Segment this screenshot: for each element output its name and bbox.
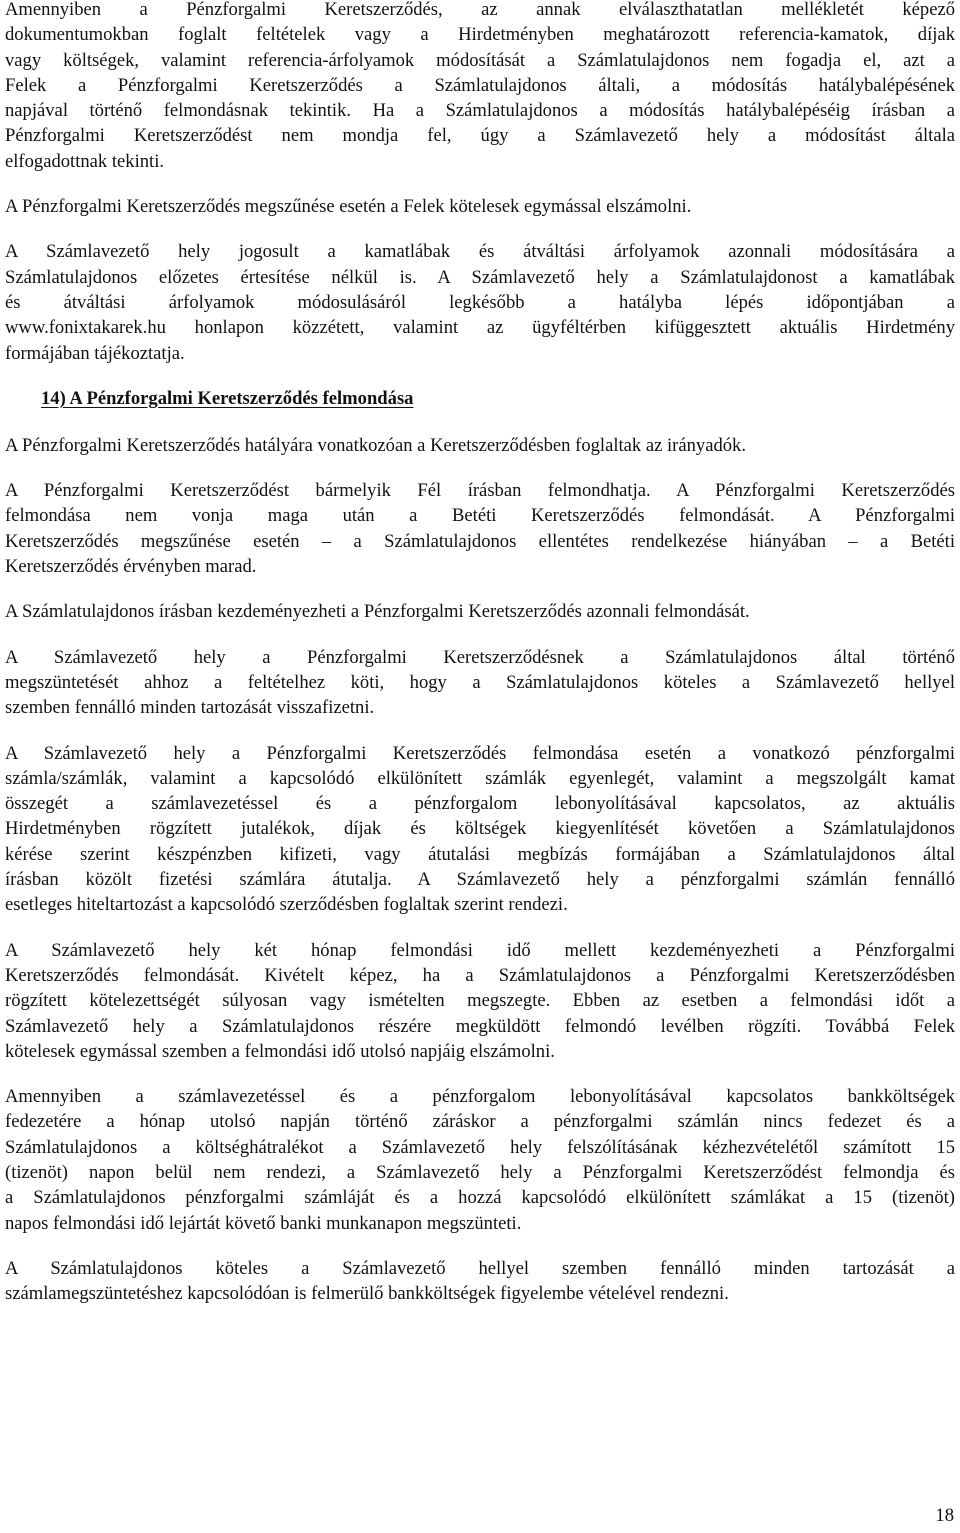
paragraph-s5 bbox=[5, 741, 955, 918]
paragraph-line: A Számlatulajdonos köteles a Számlavezető hellyel szemben fennálló minden tartozását a bbox=[5, 1257, 955, 1279]
paragraph-line: Hirdetményben rögzített jutalékok, díjak és költségek kiegyenlítését követően a Számlatulajdonos bbox=[5, 818, 955, 840]
paragraph-line: összegét a számlavezetéssel és a pénzforgalom lebonyolításával kapcsolatos, az aktuális bbox=[5, 793, 955, 815]
paragraph-line: felmondása nem vonja maga után a Betéti Keretszerződés felmondását. A Pénzforgalmi bbox=[5, 505, 955, 527]
paragraph-s4 bbox=[5, 645, 955, 721]
paragraph-line: Számlatulajdonos a költséghátralékot a Számlavezető hely felszólításának kézhezvételétől számított 15 bbox=[5, 1136, 955, 1158]
paragraph-line: A Pénzforgalmi Keretszerződés hatályára vonatkozóan a Keretszerződésben foglaltak az irányadók. bbox=[5, 434, 747, 456]
paragraph-line: megszüntetését ahhoz a feltételhez köti, hogy a Számlatulajdonos köteles a Számlavezető hellyel bbox=[5, 671, 955, 693]
paragraph-line: Számlavezető hely a Számlatulajdonos részére megküldött felmondó levélben rögzíti. Továbbá Felek bbox=[5, 1015, 955, 1037]
paragraph-p1 bbox=[5, 0, 955, 174]
termination-section bbox=[5, 433, 955, 1307]
page-number: 18 bbox=[935, 1505, 954, 1526]
paragraph-line: szemben fennálló minden tartozását visszafizetni. bbox=[5, 697, 375, 719]
paragraph-line: Keretszerződés felmondását. Kivételt képez, ha a Számlatulajdonos a Pénzforgalmi Keretszerződésben bbox=[5, 964, 955, 986]
paragraph-line: fedezetére a hónap utolsó napján történő záráskor a pénzforgalmi számlán nincs fedezet és a bbox=[5, 1111, 955, 1133]
intro-section bbox=[5, 0, 955, 366]
paragraph-line: A Pénzforgalmi Keretszerződés megszűnése esetén a Felek kötelesek egymással elszámolni. bbox=[5, 196, 692, 218]
paragraph-s7 bbox=[5, 1084, 955, 1236]
paragraph-s2 bbox=[5, 478, 955, 579]
paragraph-line: elfogadottnak tekinti. bbox=[5, 150, 165, 172]
paragraph-line: A Számlavezető hely két hónap felmondási idő mellett kezdeményezheti a Pénzforgalmi bbox=[5, 939, 955, 961]
paragraph-p2 bbox=[5, 194, 955, 219]
paragraph-line: Számlatulajdonos előzetes értesítése nélkül is. A Számlavezető hely a Számlatulajdonost a kamatlábak bbox=[5, 266, 955, 288]
paragraph-line: számlamegszüntetéshez kapcsolódóan is felmerülő bankköltségek figyelembe vételével rendezni. bbox=[5, 1283, 729, 1305]
section-heading: 14) A Pénzforgalmi Keretszerződés felmondása bbox=[41, 387, 414, 409]
paragraph-line: A Számlavezető hely a Pénzforgalmi Keretszerződésnek a Számlatulajdonos által történő bbox=[5, 646, 955, 668]
paragraph-line: (tizenöt) napon belül nem rendezi, a Számlavezető hely a Pénzforgalmi Keretszerződést felmondja és bbox=[5, 1161, 955, 1183]
paragraph-line: kötelesek egymással szemben a felmondási idő utolsó napjáig elszámolni. bbox=[5, 1040, 555, 1062]
paragraph-line: napos felmondási idő lejártát követő banki munkanapon megszünteti. bbox=[5, 1212, 522, 1234]
paragraph-line: A Számlavezető hely a Pénzforgalmi Keretszerződés felmondása esetén a vonatkozó pénzforgalmi bbox=[5, 742, 955, 764]
paragraph-line: esetleges hiteltartozást a kapcsolódó szerződésben foglaltak szerint rendezi. bbox=[5, 894, 568, 916]
paragraph-line: számla/számlák, valamint a kapcsolódó elkülönített számlák egyenlegét, valamint a megszolgált kamat bbox=[5, 767, 955, 789]
paragraph-p3 bbox=[5, 239, 955, 365]
paragraph-line: írásban közölt fizetési számlára átutalja. A Számlavezető hely a pénzforgalmi számlán fennálló bbox=[5, 869, 955, 891]
paragraph-line: rögzített kötelezettségét súlyosan vagy ismételten megszegte. Ebben az esetben a felmondási időt a bbox=[5, 990, 955, 1012]
paragraph-s3 bbox=[5, 599, 955, 624]
document-page bbox=[5, 0, 955, 1326]
paragraph-line: Felek a Pénzforgalmi Keretszerződés a Számlatulajdonos általi, a módosítás hatálybalépésének bbox=[5, 74, 955, 96]
paragraph-s8 bbox=[5, 1256, 955, 1307]
paragraph-line: és átváltási árfolyamok módosulásáról legkésőbb a hatályba lépés időpontjában a bbox=[5, 291, 955, 313]
paragraph-line: A Pénzforgalmi Keretszerződést bármelyik Fél írásban felmondhatja. A Pénzforgalmi Keretszerződés bbox=[5, 480, 955, 502]
paragraph-line: Keretszerződés megszűnése esetén ‒ a Számlatulajdonos ellentétes rendelkezése hiányában ‒ a Betéti bbox=[5, 530, 955, 552]
paragraph-line: Amennyiben a Pénzforgalmi Keretszerződés, az annak elválaszthatatlan mellékletét képező bbox=[5, 0, 955, 20]
paragraph-line: Keretszerződés érvényben marad. bbox=[5, 556, 257, 578]
paragraph-line: A Számlavezető hely jogosult a kamatlábak és átváltási árfolyamok azonnali módosítására a bbox=[5, 241, 955, 263]
paragraph-line: Amennyiben a számlavezetéssel és a pénzforgalom lebonyolításával kapcsolatos bankköltségek bbox=[5, 1086, 955, 1108]
paragraph-line: A Számlatulajdonos írásban kezdeményezheti a Pénzforgalmi Keretszerződés azonnali felmondását. bbox=[5, 601, 750, 623]
paragraph-line: napjával történő felmondásnak tekintik. Ha a Számlatulajdonos a módosítás hatálybalépéséig írásban a bbox=[5, 100, 955, 122]
paragraph-s1 bbox=[5, 433, 955, 458]
paragraph-s6 bbox=[5, 938, 955, 1064]
paragraph-line: www.fonixtakarek.hu honlapon közzétett, valamint az ügyféltérben kifüggesztett aktuális Hirdetmény bbox=[5, 317, 955, 339]
paragraph-line: formájában tájékoztatja. bbox=[5, 342, 185, 364]
paragraph-line: vagy költségek, valamint referencia-árfolyamok módosítását a Számlatulajdonos nem fogadja el, azt a bbox=[5, 49, 955, 71]
paragraph-line: a Számlatulajdonos pénzforgalmi számláját és a hozzá kapcsolódó elkülönített számlákat a 15 (tizenöt) bbox=[5, 1187, 955, 1209]
paragraph-line: dokumentumokban foglalt feltételek vagy a Hirdetményben meghatározott referencia-kamatok, díjak bbox=[5, 24, 955, 46]
paragraph-line: Pénzforgalmi Keretszerződést nem mondja fel, úgy a Számlavezető hely a módosítást általa bbox=[5, 125, 955, 147]
paragraph-line: kérése szerint készpénzben kifizeti, vagy átutalási megbízás formájában a Számlatulajdonos által bbox=[5, 843, 955, 865]
